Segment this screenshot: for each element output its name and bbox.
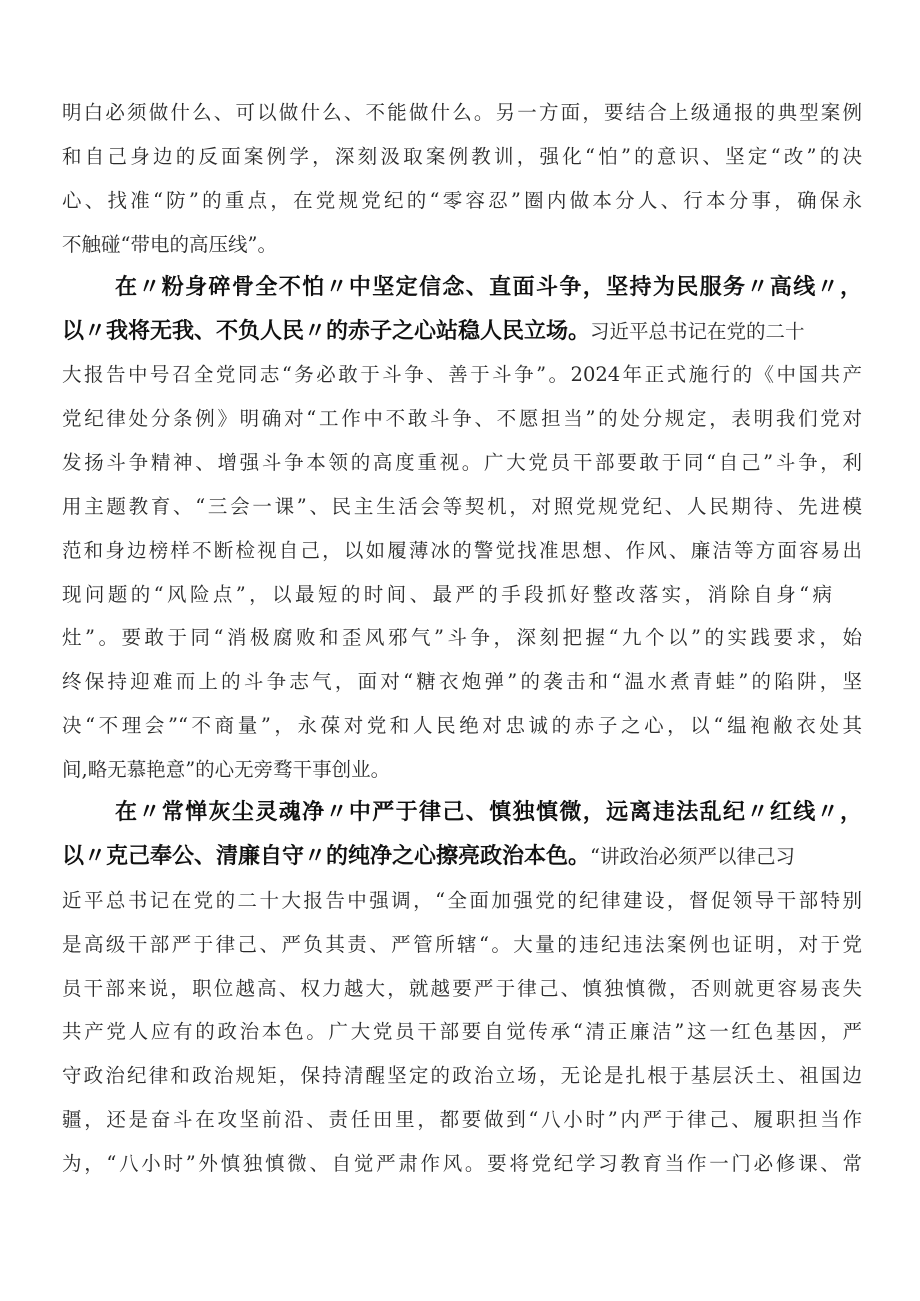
body-line: 守政治纪律和政治规矩，保持清醒坚定的政治立场，无论是扎根于基层沃土、祖国边 bbox=[62, 1064, 862, 1087]
body-line: 共产党人应有的政治本色。广大党员干部要自觉传承“清正廉洁”这一红色基因，严 bbox=[62, 1020, 862, 1043]
body-text: “讲政治必须严以律己习 bbox=[590, 845, 795, 868]
body-line: 范和身边榜样不断检视自己，以如履薄冰的警觉找准思想、作风、廉洁等方面容易出 bbox=[62, 539, 862, 562]
body-line: 是高级干部严于律己、严负其责、严管所辖“。大量的违纪违法案例也证明，对于党 bbox=[62, 933, 862, 956]
body-line: 终保持迎难而上的斗争志气，面对“糖衣炮弹”的袭击和“温水煮青蛙”的陷阱，坚 bbox=[62, 670, 862, 693]
body-line: 明白必须做什么、可以做什么、不能做什么。另一方面，要结合上级通报的典型案例 bbox=[62, 101, 862, 124]
body-line: 不触碰“带电的高压线”。 bbox=[62, 233, 277, 256]
body-line: 间,略无慕艳意”的心无旁骛干事创业。 bbox=[62, 758, 391, 781]
section-heading: 在〃粉身碎骨全不怕〃中坚定信念、直面斗争，坚持为民服务〃高线〃， bbox=[115, 275, 862, 300]
body-line: 疆，还是奋斗在攻坚前沿、责任田里，都要做到“八小时”内严于律己、履职担当作 bbox=[62, 1108, 862, 1131]
body-line: 灶”。要敢于同“消极腐败和歪风邪气”斗争，深刻把握“九个以”的实践要求，始 bbox=[62, 626, 862, 649]
section-heading: 在〃常惮灰尘灵魂净〃中严于律己、慎独慎微，远离违法乱纪〃红线〃， bbox=[115, 800, 862, 825]
body-line: 和自己身边的反面案例学，深刻汲取案例教训，强化“怕”的意识、坚定“改”的决 bbox=[62, 145, 862, 168]
body-line: 用主题教育、“三会一课”、民主生活会等契机，对照党规党纪、人民期待、先进模 bbox=[62, 495, 862, 518]
body-line: 为，“八小时”外慎独慎微、自觉严肃作风。要将党纪学习教育当作一门必修课、常 bbox=[62, 1152, 862, 1175]
body-line: 心、找准“防”的重点，在党规党纪的“零容忍”圈内做本分人、行本分事，确保永 bbox=[62, 189, 862, 212]
section-heading-continuation bbox=[62, 319, 862, 345]
body-line: 近平总书记在党的二十大报告中强调，“全面加强党的纪律建设，督促领导干部特别 bbox=[62, 889, 862, 912]
body-line: 发扬斗争精神、增强斗争本领的高度重视。广大党员干部要敢于同“自己”斗争，利 bbox=[62, 451, 862, 474]
body-line: 决“不理会”“不商量”，永葆对党和人民绝对忠诚的赤子之心，以“缊袍敝衣处其 bbox=[62, 714, 862, 737]
body-line: 现问题的“风险点”，以最短的时间、最严的手段抓好整改落实，消除自身“病 bbox=[62, 583, 832, 606]
body-line: 党纪律处分条例》明确对“工作中不敢斗争、不愿担当”的处分规定，表明我们党对 bbox=[62, 407, 862, 430]
section-heading-text: 以〃我将无我、不负人民〃的赤子之心站稳人民立场。 bbox=[62, 319, 591, 344]
body-text: 习近平总书记在党的二十 bbox=[590, 320, 805, 343]
body-line: 员干部来说，职位越高、权力越大，就越要严于律己、慎独慎微，否则就更容易丧失 bbox=[62, 977, 862, 1000]
section-heading-continuation bbox=[62, 844, 862, 870]
body-line: 大报告中号召全党同志“务必敢于斗争、善于斗争”。2024年正式施行的《中国共产 bbox=[62, 363, 862, 386]
section-heading-text: 以〃克己奉公、清廉自守〃的纯净之心擦亮政治本色。 bbox=[62, 844, 591, 869]
